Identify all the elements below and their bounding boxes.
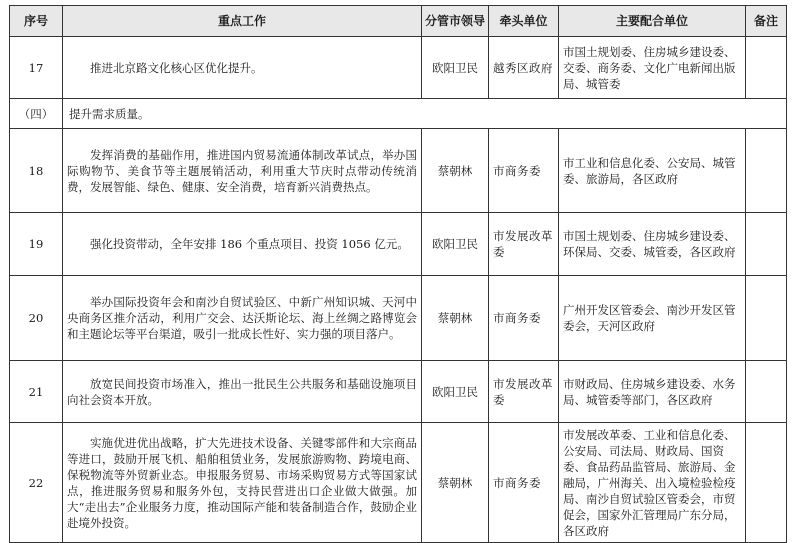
row-coop-units: 市国土规划委、住房城乡建设委、交委、商务委、文化广电新闻出版局、城管委 (559, 37, 746, 99)
row-number: 18 (10, 129, 63, 213)
header-remark: 备注 (746, 6, 787, 37)
row-leader: 欧阳卫民 (422, 37, 489, 99)
row-number: 20 (10, 276, 63, 361)
row-lead-unit: 市商务委 (489, 129, 559, 213)
row-remark (746, 276, 787, 361)
row-lead-unit: 越秀区政府 (489, 37, 559, 99)
row-task: 推进北京路文化核心区优化提升。 (63, 37, 422, 99)
header-leader: 分管市领导 (422, 6, 489, 37)
row-remark (746, 37, 787, 99)
table-row (10, 213, 787, 276)
row-leader: 欧阳卫民 (422, 213, 489, 276)
row-number: 21 (10, 361, 63, 423)
row-leader: 欧阳卫民 (422, 361, 489, 423)
row-task: 放宽民间投资市场准入，推出一批民生公共服务和基础设施项目向社会资本开放。 (63, 361, 422, 423)
row-number: 17 (10, 37, 63, 99)
row-lead-unit: 市发展改革委 (489, 361, 559, 423)
row-coop-units: 市工业和信息化委、公安局、城管委、旅游局，各区政府 (559, 129, 746, 213)
row-leader: 蔡朝林 (422, 423, 489, 543)
row-task: 强化投资带动，全年安排 186 个重点项目、投资 1056 亿元。 (63, 213, 422, 276)
row-lead-unit: 市商务委 (489, 276, 559, 361)
header-no: 序号 (10, 6, 63, 37)
row-task: 发挥消费的基础作用，推进国内贸易流通体制改革试点，举办国际购物节、美食节等主题展销活动，利用重大节庆时点带动传统消费，发展智能、绿色、健康、安全消费，培育新兴消费热点。 (63, 129, 422, 213)
header-lead-unit: 牵头单位 (489, 6, 559, 37)
section-number: （四） (10, 99, 63, 129)
row-remark (746, 361, 787, 423)
row-lead-unit: 市商务委 (489, 423, 559, 543)
table-row (10, 423, 787, 543)
row-remark (746, 213, 787, 276)
row-leader: 蔡朝林 (422, 129, 489, 213)
row-remark (746, 423, 787, 543)
row-number: 19 (10, 213, 63, 276)
header-task: 重点工作 (63, 6, 422, 37)
section-row (10, 99, 787, 129)
table-row (10, 361, 787, 423)
row-coop-units: 市财政局、住房城乡建设委、水务局、城管委等部门，各区政府 (559, 361, 746, 423)
row-coop-units: 市发展改革委、工业和信息化委、公安局、司法局、财政局、国资委、食品药品监管局、旅游局、金融局，广州海关、出入境检验检疫局、南沙自贸试验区管委会，市贸促会，国家外汇管理局广东分局，各区政府 (559, 423, 746, 543)
row-task: 举办国际投资年会和南沙自贸试验区、中新广州知识城、天河中央商务区推介活动，利用广交会、达沃斯论坛、海上丝绸之路博览会和主题论坛等平台渠道，吸引一批成长性好、实力强的项目落户。 (63, 276, 422, 361)
row-remark (746, 129, 787, 213)
row-coop-units: 市国土规划委、住房城乡建设委、环保局、交委、城管委，各区政府 (559, 213, 746, 276)
row-number: 22 (10, 423, 63, 543)
table-row (10, 129, 787, 213)
table-row (10, 37, 787, 99)
table-row (10, 276, 787, 361)
row-lead-unit: 市发展改革委 (489, 213, 559, 276)
section-title: 提升需求质量。 (63, 99, 787, 129)
table-header-row (10, 6, 787, 37)
header-coop-units: 主要配合单位 (559, 6, 746, 37)
row-coop-units: 广州开发区管委会、南沙开发区管委会，天河区政府 (559, 276, 746, 361)
key-tasks-table (9, 5, 787, 543)
row-task: 实施优进优出战略，扩大先进技术设备、关键零部件和大宗商品等进口，鼓励开展飞机、船舶租赁业务，发展旅游购物、跨境电商、保税物流等外贸新业态。申报服务贸易、市场采购贸易方式等国家试点，推进服务贸易和服务外包，支持民营进出口企业做大做强。加大“走出去”企业服务力度，推动国际产能和装备制造合作，鼓励企业赴境外投资。 (63, 423, 422, 543)
row-leader: 蔡朝林 (422, 276, 489, 361)
